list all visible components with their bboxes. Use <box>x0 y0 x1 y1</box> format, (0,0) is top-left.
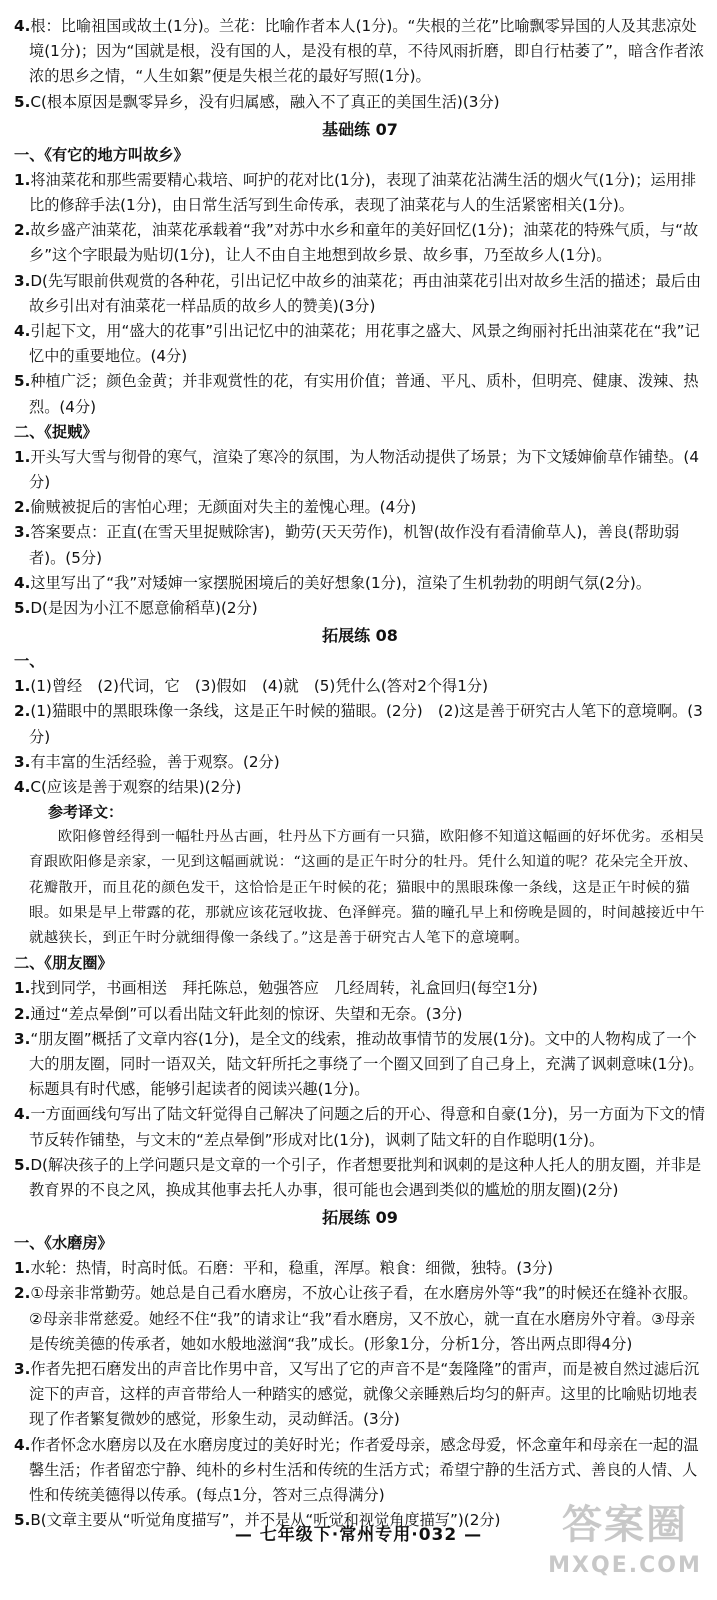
item-number: 5. <box>14 1155 31 1174</box>
item-text: 根：比喻祖国或故土(1分)。兰花：比喻作者本人(1分)。“失根的兰花”比喻飘零异国的人及其悲凉处境(1分)；因为“国就是根，没有国的人，是没有根的草，不待风雨折磨，即自行枯萎了”，暗含作者浓浓的思乡之情，“人生如絮”便是失根兰花的最好写照(1分)。 <box>29 17 705 86</box>
item-number: 2. <box>14 702 31 721</box>
item-text: B(文章主要从“听觉角度描写”，并不是从“听觉和视觉角度描写”)(2分) <box>30 1511 501 1530</box>
item-text: 水轮：热情，时高时低。石磨：平和，稳重，浑厚。粮食：细微，独特。(3分) <box>30 1259 554 1278</box>
item-text: C(应该是善于观察的结果)(2分) <box>30 778 242 797</box>
item-text: 通过“差点晕倒”可以看出陆文轩此刻的惊讶、失望和无奈。(3分) <box>30 1004 463 1023</box>
list-item <box>14 1027 706 1103</box>
item-number: 5. <box>14 92 31 111</box>
list-item <box>14 1357 706 1433</box>
item-text: 有丰富的生活经验，善于观察。(2分) <box>30 752 280 771</box>
item-number: 4. <box>14 17 31 35</box>
item-number: 1. <box>14 447 31 466</box>
item-number: 2. <box>14 1004 31 1023</box>
exercise-heading-07: 基础练 07 <box>322 119 398 139</box>
item-number: 1. <box>14 1259 31 1278</box>
list-item <box>14 571 706 596</box>
item-text: 这里写出了“我”对矮婶一家摆脱困境后的美好想象(1分)，渲染了生机勃勃的明朗气氛(2分)。 <box>30 573 652 592</box>
item-number: 4. <box>14 1435 31 1454</box>
exercise-heading-08: 拓展练 08 <box>322 626 398 646</box>
item-text: 开头写大雪与彻骨的寒气，渲染了寒冷的氛围，为人物活动提供了场景；为下文矮婶偷草作铺垫。(4分) <box>29 447 699 492</box>
item-text: 偷贼被捉后的害怕心理；无颜面对失主的羞愧心理。(4分) <box>30 498 417 517</box>
item-number: 1. <box>14 677 31 696</box>
section-label: 二、《朋友圈》 <box>14 954 113 973</box>
list-item <box>14 1433 706 1509</box>
list-item <box>14 369 706 419</box>
list-item <box>14 495 706 520</box>
item-text: D(解决孩子的上学问题只是文章的一个引子，作者想要批判和讽刺的是这种人托人的朋友圈，并非是教育界的不良之风，换成其他事去托人办事，很可能也会遇到类似的尴尬的朋友圈)(2分) <box>29 1155 702 1199</box>
section-label: 一、《水磨房》 <box>14 1234 113 1253</box>
list-item <box>14 1102 706 1152</box>
item-number: 3. <box>14 271 31 290</box>
exercise-heading-09: 拓展练 09 <box>322 1208 398 1228</box>
reference-translation-label: 参考译文： <box>48 803 124 822</box>
item-number: 4. <box>14 778 31 797</box>
item-number: 4. <box>14 1105 31 1124</box>
item-number: 2. <box>14 221 31 240</box>
item-number: 1. <box>14 979 31 998</box>
page-footer: — 七年级下·常州专用·032 — <box>234 1525 483 1545</box>
list-item <box>14 445 706 495</box>
item-number: 2. <box>14 1284 31 1303</box>
item-number: 2. <box>14 498 31 517</box>
item-text: 引起下文，用“盛大的花事”引出记忆中的油菜花；用花事之盛大、风景之绚丽衬托出油菜花在“我”记忆中的重要地位。(4分) <box>29 322 700 366</box>
item-number: 3. <box>14 752 31 771</box>
item-text: 作者先把石磨发出的声音比作男中音，又写出了它的声音不是“轰隆隆”的雷声，而是被自然过滤后沉淀下的声音，这样的声音带给人一种踏实的感觉，就像父亲睡熟后均匀的鼾声。这里的比喻贴切地表现了作者繁复微妙的感觉，形象生动，灵动鲜活。(3分) <box>29 1359 700 1429</box>
item-text: ①母亲非常勤劳。她总是自己看水磨房，不放心让孩子看，在水磨房外等“我”的时候还在缝补衣服。②母亲非常慈爱。她经不住“我”的请求让“我”看水磨房，又不放心，就一直在水磨房外守着。③母亲是传统美德的传承者，她如水般地滋润“我”成长。(形象1分，分析1分，答出两点即得4分) <box>29 1284 698 1353</box>
list-item <box>14 750 706 775</box>
watermark-text: 答案圈 <box>562 1502 688 1548</box>
answer-page <box>14 14 706 1533</box>
item-number: 3. <box>14 1359 31 1378</box>
list-item <box>14 1256 706 1281</box>
list-item <box>14 976 706 1001</box>
item-text: 找到同学，书画相送 拜托陈总，勉强答应 几经周转，礼盒回归(每空1分) <box>30 979 538 998</box>
item-text: 将油菜花和那些需要精心栽培、呵护的花对比(1分)，表现了油菜花沾满生活的烟火气(1分)；运用排比的修辞手法(1分)，由日常生活写到生命传承，表现了油菜花与人的生活紧密相关(1分)。 <box>29 170 697 215</box>
item-text: (1)猫眼中的黑眼珠像一条线，这是正午时候的猫眼。(2分) (2)这是善于研究古人笔下的意境啊。(3分) <box>29 702 703 746</box>
watermark-url: MXQE.COM <box>548 1553 702 1578</box>
item-number: 5. <box>14 599 31 618</box>
item-number: 5. <box>14 372 31 391</box>
item-text: “朋友圈”概括了文章内容(1分)，是全文的线索，推动故事情节的发展(1分)。文中的人物构成了一个大的朋友圈，同时一语双关，陆文轩所托之事绕了一个圈又回到了自己身上，充满了讽刺意味(1分)。标题具有时代感，能够引起读者的阅读兴趣(1分)。 <box>29 1029 704 1099</box>
list-item <box>14 674 706 699</box>
item-text: 种植广泛；颜色金黄；并非观赏性的花，有实用价值；普通、平凡、质朴，但明亮、健康、泼辣、热烈。(4分) <box>29 372 699 416</box>
item-number: 4. <box>14 322 31 341</box>
site-watermark-logo <box>540 1498 710 1588</box>
list-item <box>14 14 706 90</box>
item-number: 1. <box>14 170 31 189</box>
item-text: C(根本原因是飘零异乡，没有归属感，融入不了真正的美国生活)(3分) <box>30 92 500 111</box>
item-number: 3. <box>14 523 31 542</box>
item-text: D(先写眼前供观赏的各种花，引出记忆中故乡的油菜花；再由油菜花引出对故乡生活的描述；最后由故乡引出对有油菜花一样品质的故乡人的赞美)(3分) <box>29 271 702 315</box>
item-number: 4. <box>14 573 31 592</box>
top-answers <box>14 14 706 115</box>
list-item <box>14 1002 706 1027</box>
item-text: 作者怀念水磨房以及在水磨房度过的美好时光；作者爱母亲，感念母爱，怀念童年和母亲在一起的温馨生活；作者留恋宁静、纯朴的乡村生活和传统的生活方式；希望宁静的生活方式、善良的人情、人性和传统美德得以传承。(每点1分，答对三点得满分) <box>29 1435 699 1504</box>
list-item <box>14 775 706 800</box>
item-text: (1)曾经 (2)代词，它 (3)假如 (4)就 (5)凭什么(答对2个得1分) <box>30 677 489 696</box>
item-text: 一方面画线句写出了陆文轩觉得自己解决了问题之后的开心、得意和自豪(1分)，另一方面为下文的情节反转作铺垫，与文末的“差点晕倒”形成对比(1分)，讽刺了陆文轩的自作聪明(1分)。 <box>29 1105 705 1149</box>
item-text: 故乡盛产油菜花，油菜花承载着“我”对苏中水乡和童年的美好回忆(1分)；油菜花的特殊气质，与“故乡”这个字眼最为贴切(1分)，让人不由自主地想到故乡景、故乡事，乃至故乡人(1分)。 <box>29 221 699 265</box>
section-label: 一、 <box>14 652 45 671</box>
list-item <box>14 319 706 369</box>
section-label: 二、《捉贼》 <box>14 422 98 441</box>
list-item <box>14 1281 706 1357</box>
list-item <box>14 218 706 268</box>
list-item <box>14 90 706 115</box>
item-text: D(是因为小江不愿意偷稻草)(2分) <box>30 599 258 618</box>
item-number: 5. <box>14 1511 31 1530</box>
section-label: 一、《有它的地方叫故乡》 <box>14 145 189 164</box>
list-item <box>14 168 706 218</box>
item-text: 答案要点：正直(在雪天里捉贼除害)，勤劳(天天劳作)，机智(故作没有看清偷草人)，善良(帮助弱者)。(5分) <box>29 523 680 567</box>
item-number: 3. <box>14 1029 31 1048</box>
list-item <box>14 1153 706 1203</box>
list-item <box>14 520 706 570</box>
list-item <box>14 269 706 319</box>
reference-translation-text: 欧阳修曾经得到一幅牡丹丛古画，牡丹丛下方画有一只猫，欧阳修不知道这幅画的好坏优劣。丞相吴育跟欧阳修是亲家，一见到这幅画就说：“这画的是正午时分的牡丹。凭什么知道的呢？花朵完全开放、花瓣散开，而且花的颜色发干，这恰恰是正午时候的花；猫眼中的黑眼珠像一条线，这是正午时候的猫眼。如果是早上带露的花，那就应该花冠收拢、色泽鲜亮。猫的瞳孔早上和傍晚是圆的，时间越接近中午就越狭长，到正午时分就细得像一条线了。”这是善于研究古人笔下的意境啊。 <box>29 829 705 947</box>
list-item <box>14 699 706 749</box>
list-item <box>14 596 706 621</box>
